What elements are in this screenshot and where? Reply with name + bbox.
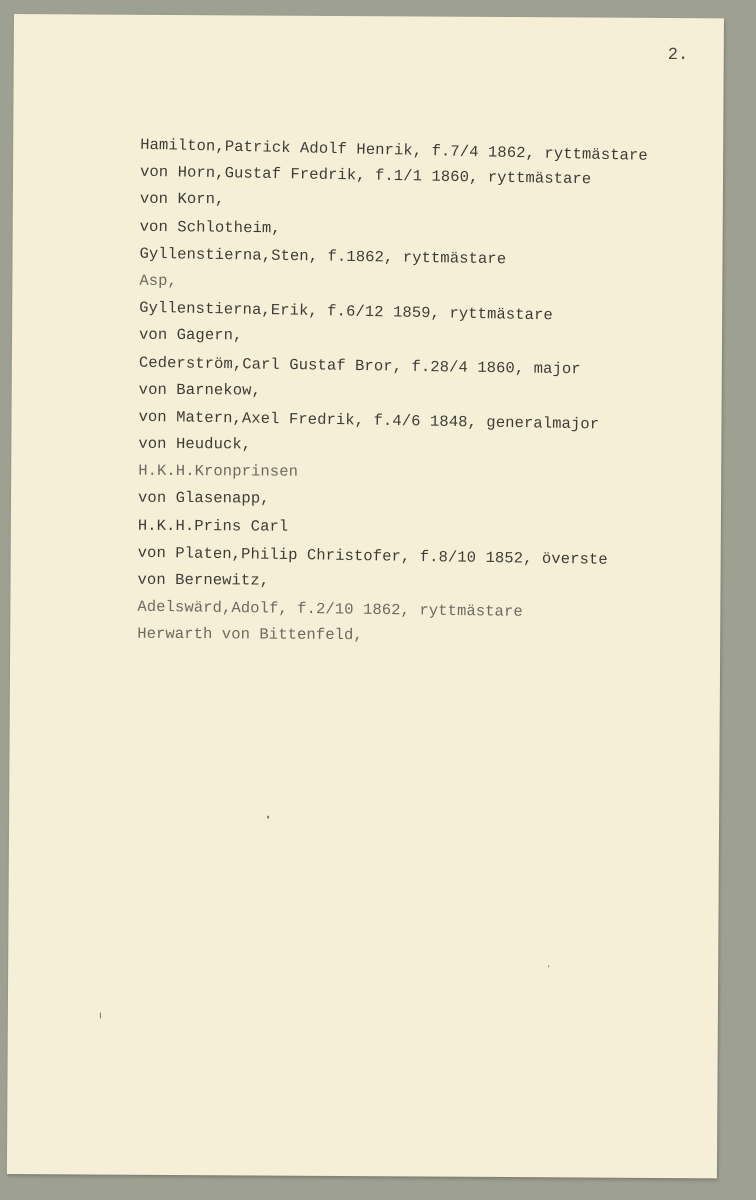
list-item: Adelswärd,Adolf, f.2/10 1862, ryttmästare — [137, 597, 523, 621]
list-item: von Korn, — [139, 190, 225, 209]
document-page — [7, 14, 724, 1178]
page-number: 2. — [667, 45, 689, 66]
list-item: von Bernewitz, — [137, 570, 270, 590]
list-item: von Platen,Philip Christofer, f.8/10 1852, överste — [137, 543, 608, 569]
list-item: Asp, — [139, 271, 178, 290]
name-list — [137, 132, 700, 652]
list-item: Gyllenstierna,Erik, f.6/12 1859, ryttmästare — [139, 298, 553, 325]
paper-speck — [548, 965, 549, 967]
list-item: von Horn,Gustaf Fredrik, f.1/1 1860, ryttmästare — [139, 162, 592, 189]
list-item: Gyllenstierna,Sten, f.1862, ryttmästare — [139, 244, 507, 268]
paper-speck — [267, 816, 269, 819]
list-item: Hamilton,Patrick Adolf Henrik, f.7/4 1862, ryttmästare — [140, 135, 648, 165]
list-item: von Matern,Axel Fredrik, f.4/6 1848, generalmajor — [138, 407, 600, 434]
list-item: von Gagern, — [138, 326, 243, 345]
paper-speck — [100, 1013, 101, 1019]
list-item: Cederström,Carl Gustaf Bror, f.28/4 1860, major — [138, 353, 581, 378]
list-item: von Schlotheim, — [139, 217, 281, 237]
list-item: von Barnekow, — [138, 380, 261, 400]
list-item: von Heuduck, — [138, 434, 252, 454]
list-item: H.K.H.Kronprinsen — [138, 462, 299, 481]
list-item: Herwarth von Bittenfeld, — [137, 625, 363, 645]
list-item: H.K.H.Prins Carl — [137, 516, 289, 536]
list-item: von Glasenapp, — [137, 489, 270, 509]
